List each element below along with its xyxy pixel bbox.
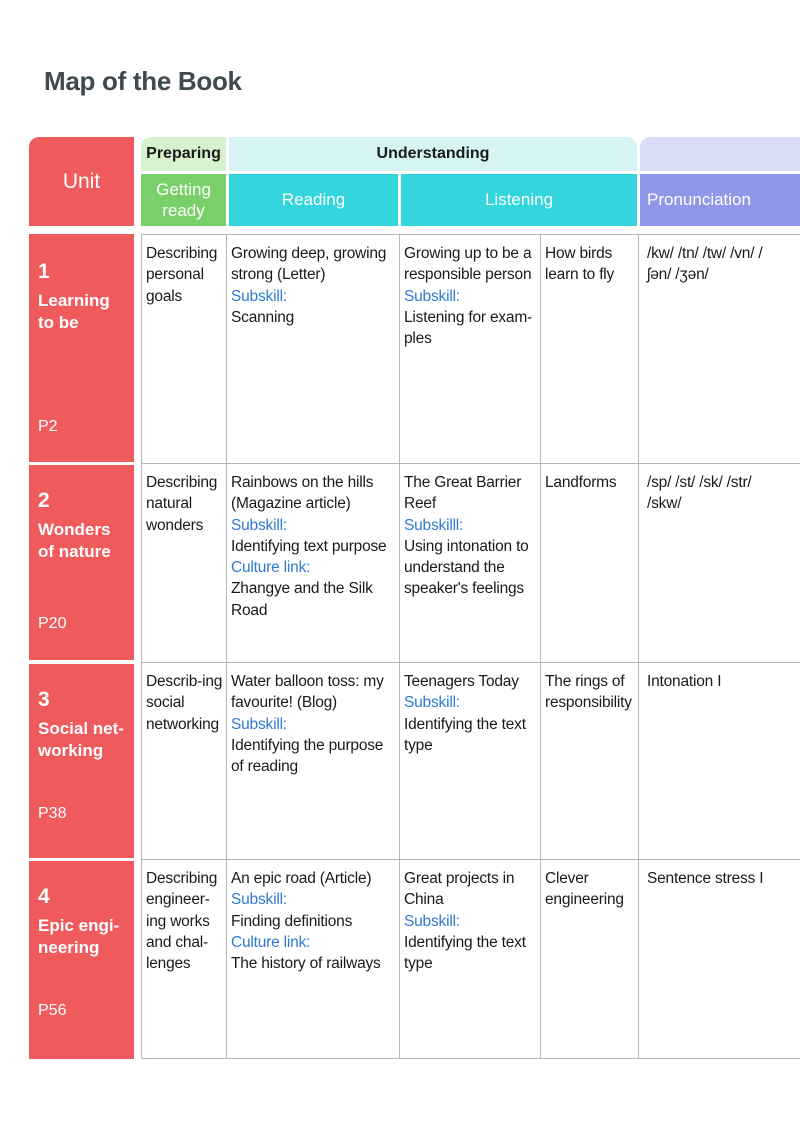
preparing-header: Preparing bbox=[141, 137, 226, 171]
culture-link-label: Culture link: bbox=[231, 933, 311, 951]
listening-cell bbox=[404, 671, 538, 756]
subskill-text: Scanning bbox=[231, 308, 295, 326]
page-title: Map of the Book bbox=[44, 66, 242, 96]
subskill-label: Subskill: bbox=[404, 912, 460, 930]
subskill-text: Identifying text purpose bbox=[231, 537, 387, 555]
getting-ready-cell: Describing engineer-ing works and chal-lenges bbox=[146, 870, 218, 973]
unit-number: 1 bbox=[38, 260, 50, 283]
reading-cell bbox=[231, 472, 397, 621]
unit-number: 2 bbox=[38, 489, 50, 512]
reading-title: Rainbows on the hills (Magazine article) bbox=[231, 474, 374, 513]
getting-ready-label: Getting ready bbox=[156, 180, 211, 220]
listening-cell bbox=[404, 868, 538, 974]
reading-cell bbox=[231, 671, 397, 777]
reading-header: Reading bbox=[229, 174, 398, 226]
listening-header: Listening bbox=[401, 174, 637, 226]
listening-title: Teenagers Today bbox=[404, 673, 519, 690]
unit-name: Learning to be bbox=[38, 291, 110, 332]
reading-title: Growing deep, growing strong (Letter) bbox=[231, 245, 387, 284]
reading-cell bbox=[231, 243, 397, 328]
unit-name: Social net-working bbox=[38, 719, 124, 760]
listening-cell bbox=[404, 472, 538, 600]
subskill-label: Subskill: bbox=[404, 287, 460, 305]
unit-page: P56 bbox=[38, 1002, 67, 1019]
listening-cell bbox=[404, 243, 538, 349]
subskill-label: Subskilll: bbox=[404, 516, 464, 534]
unit-row-3 bbox=[29, 664, 134, 858]
getting-ready-header bbox=[141, 174, 226, 226]
reading-title: Water balloon toss: my favourite! (Blog) bbox=[231, 673, 384, 712]
subskill-text: Identifying the text type bbox=[404, 933, 526, 973]
culture-link-label: Culture link: bbox=[231, 559, 311, 577]
culture-link-text: The history of railways bbox=[231, 955, 381, 973]
unit-name: Epic engi-neering bbox=[38, 916, 120, 957]
getting-ready-cell: Describing natural wonders bbox=[146, 474, 218, 534]
col-divider bbox=[638, 234, 639, 1059]
pronunciation-cell: /sp/ /st/ /sk/ /str/ /skw/ bbox=[647, 474, 752, 513]
row-divider bbox=[141, 463, 800, 464]
pronunciation-header: Pronunciation bbox=[640, 174, 800, 226]
unit-page: P38 bbox=[38, 805, 67, 822]
unit-number: 4 bbox=[38, 885, 50, 908]
col-divider bbox=[226, 234, 227, 1059]
subskill-label: Subskill: bbox=[231, 715, 287, 733]
subskill-label: Subskill: bbox=[231, 516, 287, 534]
understanding-header: Understanding bbox=[229, 137, 637, 171]
unit-column-header: Unit bbox=[29, 137, 134, 226]
getting-ready-cell: Describing personal goals bbox=[146, 245, 218, 305]
getting-ready-cell: Describ-ing social networking bbox=[146, 673, 223, 733]
listening-extra-cell: Landforms bbox=[545, 474, 617, 491]
col-divider bbox=[399, 234, 400, 1059]
subskill-text: Listening for exam-ples bbox=[404, 308, 533, 348]
listening-extra-cell: How birds learn to fly bbox=[545, 245, 615, 284]
listening-title: The Great Barrier Reef bbox=[404, 474, 522, 513]
subskill-text: Finding definitions bbox=[231, 912, 353, 930]
unit-name: Wonders of nature bbox=[38, 520, 111, 561]
culture-link-text: Zhangye and the Silk Road bbox=[231, 580, 373, 619]
listening-extra-cell: Clever engineering bbox=[545, 870, 624, 909]
listening-title: Growing up to be a responsible person bbox=[404, 245, 532, 284]
pronunciation-cell: Intonation I bbox=[647, 673, 722, 690]
row-divider bbox=[141, 859, 800, 860]
row-divider bbox=[141, 662, 800, 663]
col-divider bbox=[540, 234, 541, 1059]
subskill-text: Identifying the text type bbox=[404, 715, 526, 754]
subskill-label: Subskill: bbox=[231, 891, 287, 909]
pronunciation-cell: Sentence stress I bbox=[647, 870, 764, 887]
unit-row-4 bbox=[29, 861, 134, 1059]
subskill-text: Using intonation to understand the speaker's feelings bbox=[404, 537, 529, 598]
reading-cell bbox=[231, 868, 397, 974]
unit-row-2 bbox=[29, 465, 134, 660]
subskill-label: Subskill: bbox=[231, 287, 287, 305]
unit-row-1 bbox=[29, 234, 134, 462]
subskill-label: Subskill: bbox=[404, 694, 460, 712]
pronunciation-header-band bbox=[640, 137, 800, 171]
reading-title: An epic road (Article) bbox=[231, 870, 372, 887]
listening-title: Great projects in China bbox=[404, 870, 515, 909]
unit-page: P20 bbox=[38, 615, 67, 632]
unit-page: P2 bbox=[38, 418, 58, 435]
listening-extra-cell: The rings of responsibility bbox=[545, 673, 632, 712]
subskill-text: Identifying the purpose of reading bbox=[231, 736, 384, 776]
pronunciation-cell: /kw/ /tn/ /tw/ /vn/ /ʃən/ /ʒən/ bbox=[647, 245, 763, 284]
unit-number: 3 bbox=[38, 688, 50, 711]
